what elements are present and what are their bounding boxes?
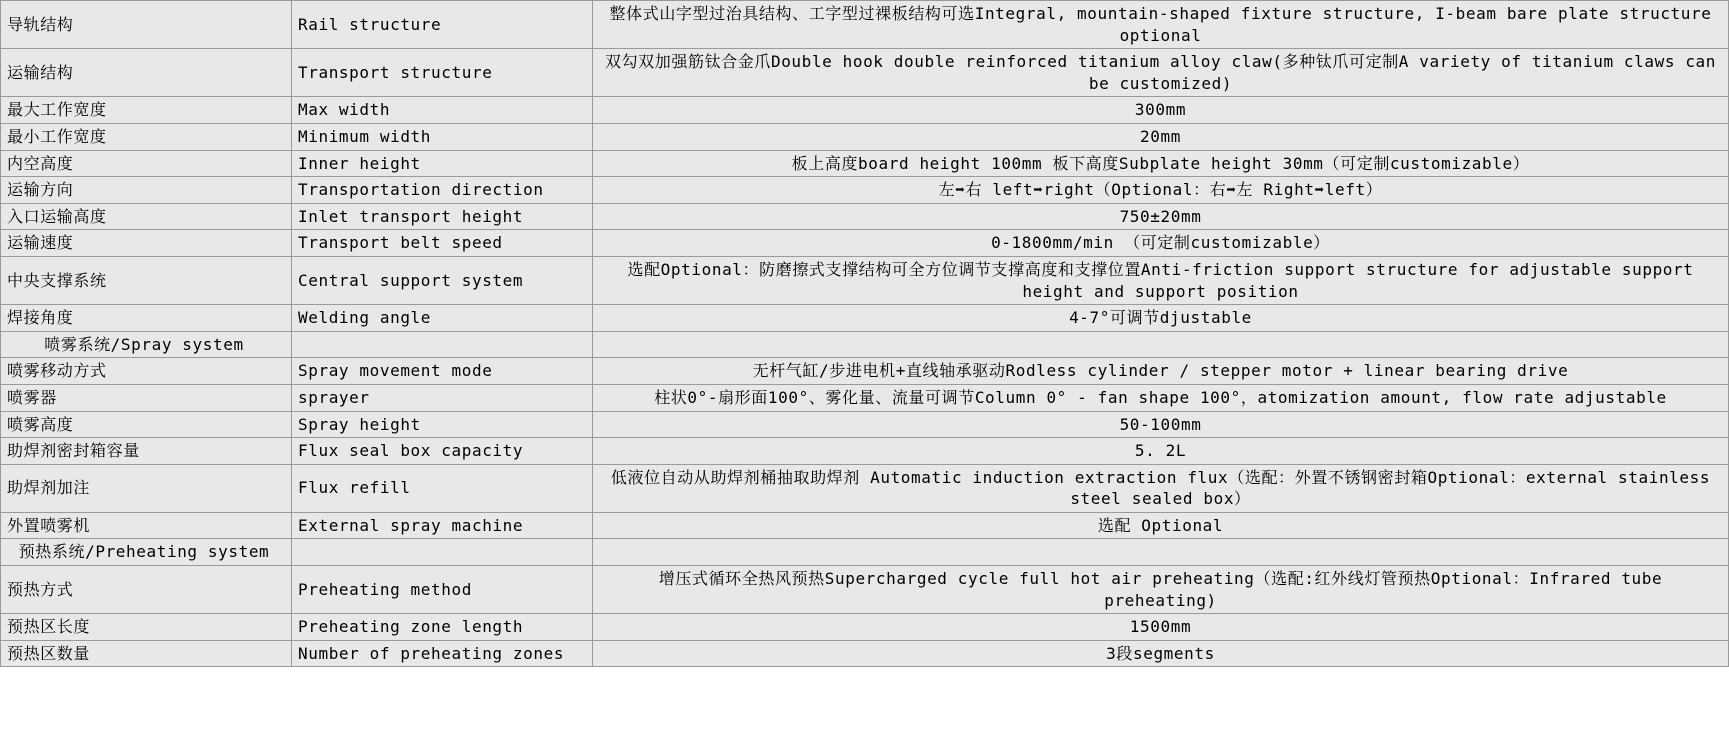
spec-name-en: Preheating zone length bbox=[292, 614, 593, 641]
table-row bbox=[1, 614, 1729, 641]
spec-name-en: Transportation direction bbox=[292, 177, 593, 204]
spec-name-en: sprayer bbox=[292, 384, 593, 411]
spec-name-cn: 预热方式 bbox=[1, 566, 292, 614]
spec-name-en: Welding angle bbox=[292, 305, 593, 332]
section-spacer-en bbox=[292, 539, 593, 566]
table-row bbox=[1, 512, 1729, 539]
spec-name-cn: 外置喷雾机 bbox=[1, 512, 292, 539]
table-row bbox=[1, 203, 1729, 230]
section-spacer-value bbox=[593, 539, 1729, 566]
spec-name-en: Central support system bbox=[292, 256, 593, 304]
spec-value: 300mm bbox=[593, 97, 1729, 124]
spec-name-en: Inner height bbox=[292, 150, 593, 177]
table-row bbox=[1, 230, 1729, 257]
spec-name-cn: 运输结构 bbox=[1, 49, 292, 97]
spec-value: 选配 Optional bbox=[593, 512, 1729, 539]
section-label: 喷雾系统/Spray system bbox=[1, 331, 292, 358]
section-header-row bbox=[1, 331, 1729, 358]
spec-name-cn: 入口运输高度 bbox=[1, 203, 292, 230]
spec-name-cn: 内空高度 bbox=[1, 150, 292, 177]
spec-name-cn: 喷雾移动方式 bbox=[1, 358, 292, 385]
section-spacer-value bbox=[593, 331, 1729, 358]
table-row bbox=[1, 566, 1729, 614]
table-row bbox=[1, 464, 1729, 512]
spec-value: 无杆气缸/步进电机+直线轴承驱动Rodless cylinder / stepper motor + linear bearing drive bbox=[593, 358, 1729, 385]
spec-name-en: Number of preheating zones bbox=[292, 640, 593, 667]
spec-name-en: Preheating method bbox=[292, 566, 593, 614]
section-label: 预热系统/Preheating system bbox=[1, 539, 292, 566]
spec-name-cn: 助焊剂密封箱容量 bbox=[1, 438, 292, 465]
spec-value: 整体式山字型过治具结构、工字型过裸板结构可选Integral, mountain-shaped fixture structure, I-beam bare plate structure optional bbox=[593, 1, 1729, 49]
table-row bbox=[1, 384, 1729, 411]
spec-value: 750±20mm bbox=[593, 203, 1729, 230]
spec-value: 3段segments bbox=[593, 640, 1729, 667]
spec-name-cn: 中央支撑系统 bbox=[1, 256, 292, 304]
spec-value: 1500mm bbox=[593, 614, 1729, 641]
table-row bbox=[1, 49, 1729, 97]
spec-name-en: Minimum width bbox=[292, 123, 593, 150]
spec-value: 4-7°可调节djustable bbox=[593, 305, 1729, 332]
spec-value: 板上高度board height 100mm 板下高度Subplate height 30mm（可定制customizable） bbox=[593, 150, 1729, 177]
spec-name-en: Rail structure bbox=[292, 1, 593, 49]
spec-name-cn: 运输速度 bbox=[1, 230, 292, 257]
table-row bbox=[1, 256, 1729, 304]
spec-name-cn: 喷雾高度 bbox=[1, 411, 292, 438]
spec-value: 柱状0°-扇形面100°、雾化量、流量可调节Column 0° - fan shape 100°，atomization amount, flow rate adjustable bbox=[593, 384, 1729, 411]
spec-name-cn: 助焊剂加注 bbox=[1, 464, 292, 512]
table-row bbox=[1, 177, 1729, 204]
spec-value: 双勾双加强筋钛合金爪Double hook double reinforced titanium alloy claw(多种钛爪可定制A variety of titanium claws can be customized) bbox=[593, 49, 1729, 97]
spec-value: 左➡右 left➡right（Optional：右➡左 Right➡left） bbox=[593, 177, 1729, 204]
table-row bbox=[1, 97, 1729, 124]
section-spacer-en bbox=[292, 331, 593, 358]
spec-value: 选配Optional：防磨擦式支撑结构可全方位调节支撑高度和支撑位置Anti-friction support structure for adjustable support height and support position bbox=[593, 256, 1729, 304]
spec-name-en: External spray machine bbox=[292, 512, 593, 539]
spec-value: 增压式循环全热风预热Supercharged cycle full hot air preheating（选配:红外线灯管预热Optional：Infrared tube preheating) bbox=[593, 566, 1729, 614]
table-row bbox=[1, 305, 1729, 332]
spec-name-cn: 导轨结构 bbox=[1, 1, 292, 49]
spec-name-cn: 预热区数量 bbox=[1, 640, 292, 667]
spec-value: 0-1800mm/min （可定制customizable） bbox=[593, 230, 1729, 257]
spec-name-en: Max width bbox=[292, 97, 593, 124]
spec-name-en: Inlet transport height bbox=[292, 203, 593, 230]
spec-value: 20mm bbox=[593, 123, 1729, 150]
table-row bbox=[1, 123, 1729, 150]
spec-name-en: Flux refill bbox=[292, 464, 593, 512]
table-body bbox=[1, 1, 1729, 667]
table-row bbox=[1, 150, 1729, 177]
table-row bbox=[1, 411, 1729, 438]
spec-name-en: Transport belt speed bbox=[292, 230, 593, 257]
spec-name-en: Spray movement mode bbox=[292, 358, 593, 385]
section-header-row bbox=[1, 539, 1729, 566]
table-row bbox=[1, 1, 1729, 49]
spec-name-cn: 焊接角度 bbox=[1, 305, 292, 332]
spec-value: 50-100mm bbox=[593, 411, 1729, 438]
spec-value: 低液位自动从助焊剂桶抽取助焊剂 Automatic induction extraction flux（选配：外置不锈钢密封箱Optional：external stainless steel sealed box） bbox=[593, 464, 1729, 512]
spec-name-en: Flux seal box capacity bbox=[292, 438, 593, 465]
spec-name-en: Transport structure bbox=[292, 49, 593, 97]
spec-value: 5. 2L bbox=[593, 438, 1729, 465]
table-row bbox=[1, 640, 1729, 667]
spec-name-en: Spray height bbox=[292, 411, 593, 438]
table-row bbox=[1, 358, 1729, 385]
spec-name-cn: 预热区长度 bbox=[1, 614, 292, 641]
spec-name-cn: 运输方向 bbox=[1, 177, 292, 204]
spec-name-cn: 最大工作宽度 bbox=[1, 97, 292, 124]
spec-name-cn: 喷雾器 bbox=[1, 384, 292, 411]
table-row bbox=[1, 438, 1729, 465]
spec-name-cn: 最小工作宽度 bbox=[1, 123, 292, 150]
